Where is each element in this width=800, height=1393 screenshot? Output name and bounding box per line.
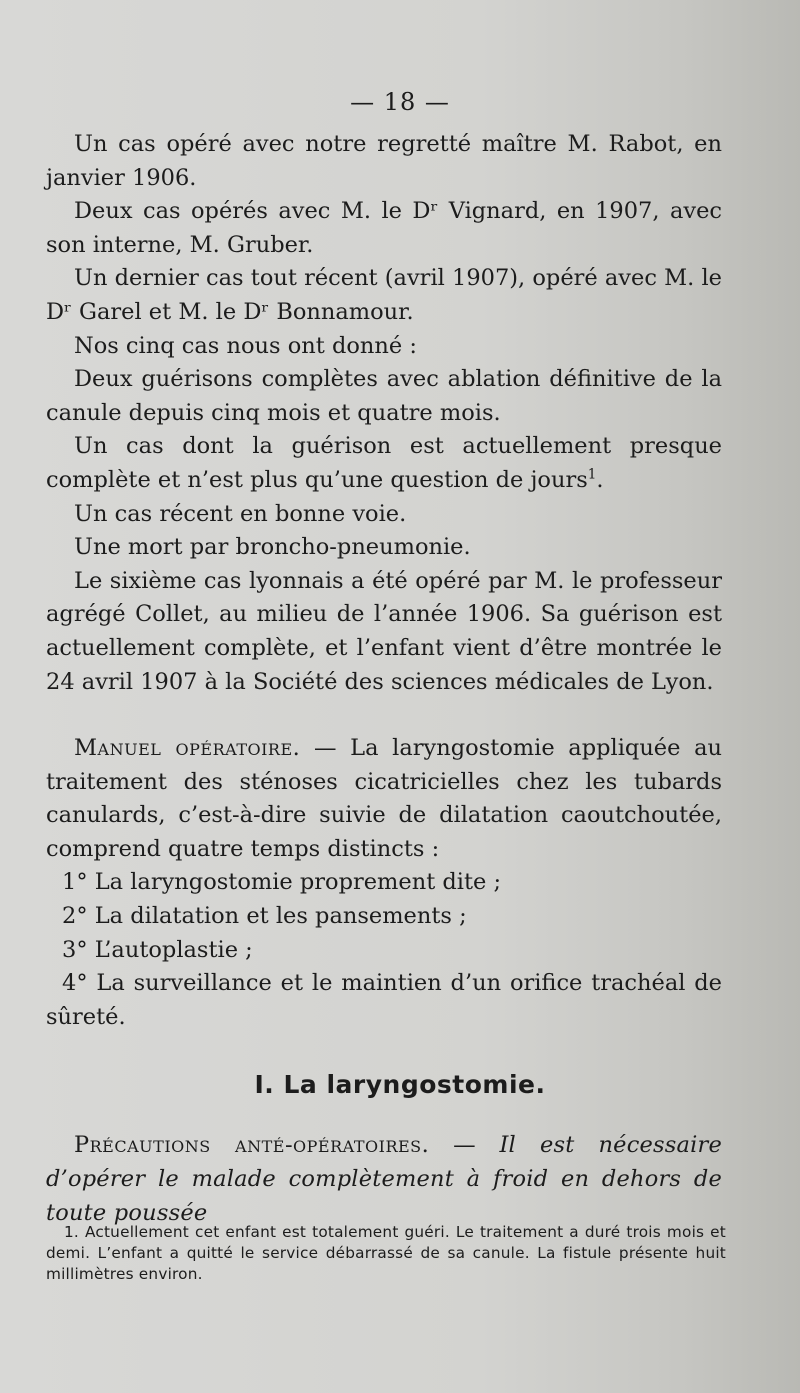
spacer — [46, 699, 722, 732]
step-item: 2° La dilatation et les pansements ; — [62, 903, 467, 930]
paragraph: Un dernier cas tout récent (avril 1907), opéré avec M. le Dʳ Garel et M. le Dʳ Bonnamour. — [46, 265, 722, 325]
main-text — [46, 128, 722, 1034]
precautions-label: Précautions anté-opératoires. — [74, 1132, 430, 1158]
precautions-dash: — — [429, 1132, 500, 1158]
precautions-italic: Il est nécessaire d’opérer le malade complètement à froid en dehors de toute poussée — [46, 1132, 722, 1226]
manuel-label: Manuel opératoire. — [74, 735, 301, 762]
step-item: 4° La surveillance et le maintien d’un orifice trachéal de sûreté. — [46, 970, 722, 1030]
precautions-paragraph — [46, 1128, 722, 1230]
paragraph: Un cas opéré avec notre regretté maître M. Rabot, en janvier 1906. — [46, 131, 722, 191]
paragraph: Deux guérisons complètes avec ablation définitive de la canule depuis cinq mois et quatre mois. — [46, 366, 722, 426]
paragraph-with-note — [46, 430, 722, 497]
footnote-reference: 1 — [587, 466, 597, 483]
manuel-text: — La laryngostomie appliquée au traitement des sténoses cicatricielles chez les tubards canulards, c’est-à-dire suivie de dilatation caoutchoutée, comprend quatre temps distincts : — [46, 735, 722, 862]
step-item: 1° La laryngostomie proprement dite ; — [62, 869, 502, 896]
section-heading: I. La laryngostomie. — [254, 1070, 546, 1099]
paragraph-text: Un cas dont la guérison est actuellement presque complète et n’est plus qu’une question de jours — [46, 433, 722, 493]
footnote-text: 1. Actuellement cet enfant est totalement guéri. Le traitement a duré trois mois et demi. L’enfant a quitté le service débarrassé de sa canule. La fistule présente huit millimètres environ. — [46, 1223, 726, 1283]
paragraph: Le sixième cas lyonnais a été opéré par M. le professeur agrégé Collet, au milieu de l’année 1906. Sa guérison est actuellement complète, et l’enfant vient d’être montrée le 24 avril 1907 à la Société des sciences médicales de Lyon. — [46, 567, 722, 695]
paragraph: Une mort par broncho-pneumonie. — [74, 534, 471, 561]
footnote — [46, 1222, 726, 1285]
precautions-text — [46, 1128, 722, 1230]
paragraph: Un cas récent en bonne voie. — [74, 500, 407, 527]
step-item: 3° L’autoplastie ; — [62, 936, 253, 963]
paragraph-end: . — [596, 466, 604, 493]
page-number: — 18 — — [350, 88, 450, 116]
paragraph: Nos cinq cas nous ont donné : — [74, 332, 417, 359]
manuel-paragraph — [46, 732, 722, 866]
paragraph: Deux cas opérés avec M. le Dʳ Vignard, en 1907, avec son interne, M. Gruber. — [46, 198, 722, 258]
